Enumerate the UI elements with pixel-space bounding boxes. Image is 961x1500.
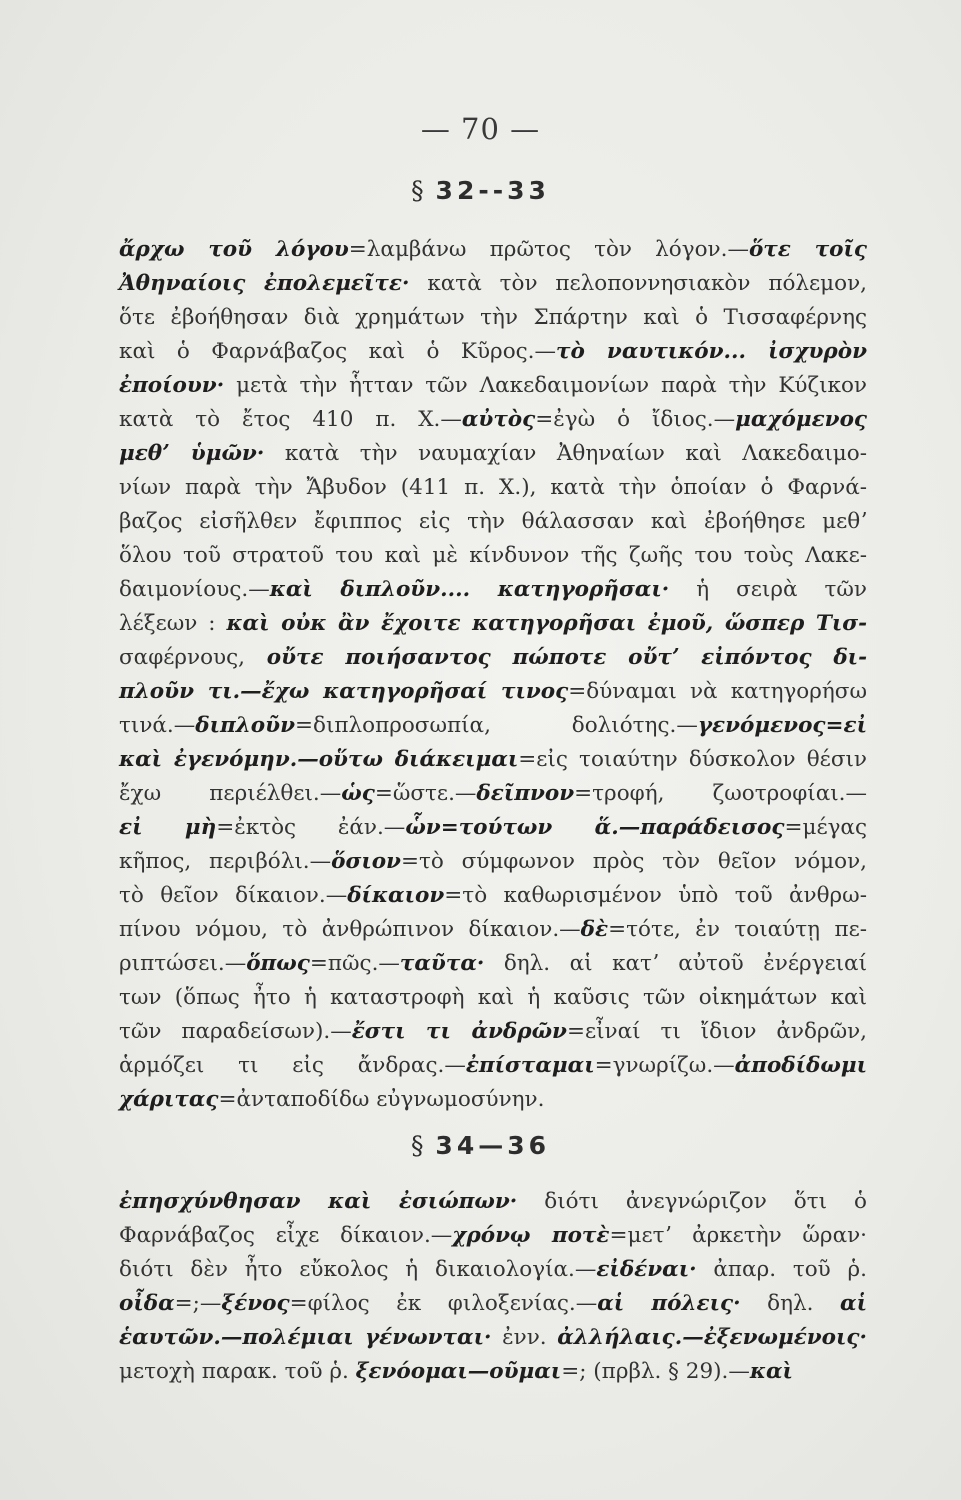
lemma-term: εἰ μὴ — [119, 815, 217, 840]
gloss-text: =ἐγὼ ὁ ἴδιος.— — [535, 407, 736, 432]
lemma-term: Ἀθηναίοις ἐπολεμεῖτε· — [119, 271, 410, 296]
text-line — [119, 369, 867, 403]
gloss-text: τὸ θεῖον δίκαιον.— — [119, 883, 348, 908]
gloss-text: =φίλος ἐκ φιλοξενίας.— — [289, 1291, 598, 1316]
text-line — [119, 267, 867, 301]
gloss-text: ὅτε ἐβοήθησαν διὰ χρημάτων τὴν Σπάρτην καὶ ὁ Τισσαφέρνης — [119, 305, 867, 330]
lemma-term: ὅσιον — [331, 849, 401, 874]
gloss-text: ὅλου τοῦ στρατοῦ του καὶ μὲ κίνδυνον τῆς ζωῆς του τοὺς Λακε- — [119, 543, 867, 568]
lemma-term: ὧν=τούτων ἅ.—παράδεισος — [405, 815, 785, 840]
lemma-term: αἱ — [840, 1291, 867, 1316]
lemma-term: χρόνῳ ποτὲ — [452, 1223, 610, 1248]
gloss-text: κατὰ τὴν ναυμαχίαν Ἀθηναίων καὶ Λακεδαιμο- — [264, 441, 867, 466]
text-line — [119, 505, 867, 539]
section-range: 34—36 — [435, 1131, 551, 1160]
text-line — [119, 1219, 867, 1253]
text-line — [119, 845, 867, 879]
gloss-text: =τότε, ἐν τοιαύτῃ πε- — [608, 917, 867, 942]
lemma-term: ὡς — [341, 781, 375, 806]
text-line — [119, 539, 867, 573]
gloss-text: =διπλοπροσωπία, δολιότης.— — [294, 713, 698, 738]
gloss-text: =λαμβάνω πρῶτος τὸν λόγον.— — [348, 237, 749, 262]
gloss-text: κατὰ τὸν πελοποννησιακὸν πόλεμον, — [409, 271, 867, 296]
lemma-term: αἱ πόλεις· — [597, 1291, 741, 1316]
gloss-text: δηλ. αἱ κατʼ αὐτοῦ ἐνέργειαί — [484, 951, 867, 976]
text-line — [119, 1049, 867, 1083]
text-line — [119, 675, 867, 709]
lemma-term: οἶδα — [119, 1291, 175, 1316]
lemma-term: δίκαιον — [347, 883, 445, 908]
gloss-text: =εἰς τοιαύτην δύσκολον θέσιν — [518, 747, 868, 772]
section-symbol: § — [411, 176, 424, 205]
lemma-term: ἑαυτῶν.—πολέμιαι γένωνται· — [119, 1325, 492, 1350]
gloss-text: =πῶς.— — [309, 951, 400, 976]
text-line — [119, 879, 867, 913]
gloss-text: =εἶναί τι ἴδιον ἀνδρῶν, — [566, 1019, 868, 1044]
lemma-term: ἐποίουν· — [119, 373, 225, 398]
gloss-text: =τὸ καθωρισμένον ὑπὸ τοῦ ἀνθρω- — [444, 883, 867, 908]
lemma-term: καὶ διπλοῦν.... κατηγορῆσαι· — [269, 577, 670, 602]
gloss-text: τῶν παραδείσων).— — [119, 1019, 352, 1044]
lemma-term: ἄρχω τοῦ λόγου — [119, 237, 349, 262]
lemma-term: ταῦτα· — [399, 951, 485, 976]
lemma-term: δεῖπνον — [476, 781, 575, 806]
text-line — [119, 1083, 867, 1117]
text-line — [119, 777, 867, 811]
lemma-term: τὸ ναυτικόν... ἰσχυρὸν — [556, 339, 867, 364]
text-line — [119, 471, 867, 505]
text-line — [119, 1015, 867, 1049]
lemma-term: χάριτας — [119, 1087, 219, 1112]
text-line — [119, 981, 867, 1015]
lemma-term: γενόμενος=εἰ — [697, 713, 867, 738]
lemma-term: δὲ — [580, 917, 609, 942]
gloss-text: σαφέρνους, — [119, 645, 245, 670]
text-line — [119, 811, 867, 845]
gloss-text: νίων παρὰ τὴν Ἄβυδον (411 π. Χ.), κατὰ τὴν ὁποίαν ὁ Φαρνά- — [119, 475, 867, 500]
gloss-text: =δύναμαι νὰ κατηγορήσω — [568, 679, 867, 704]
lemma-term: ξενόομαι—οῦμαι — [355, 1359, 562, 1384]
gloss-text: Φαρνάβαζος εἶχε δίκαιον.— — [119, 1223, 453, 1248]
text-line — [119, 913, 867, 947]
gloss-text: ἀπαρ. τοῦ ῥ. — [696, 1257, 868, 1282]
gloss-text: =;— — [174, 1291, 222, 1316]
lemma-term: ἀποδίδωμι — [734, 1053, 867, 1078]
lemma-term: ὅπως — [246, 951, 310, 976]
lemma-term: εἰδέναι· — [596, 1257, 697, 1282]
lemma-term: οὔτε ποιήσαντος πώποτε οὔτʼ εἰπόντος δι- — [245, 645, 867, 670]
gloss-text: =; (πρβλ. § 29).— — [561, 1359, 750, 1384]
text-line — [119, 573, 867, 607]
text-line — [119, 301, 867, 335]
text-line — [119, 1253, 867, 1287]
lemma-term: καὶ ἐγενόμην.—οὕτω διάκειμαι — [119, 747, 519, 772]
lemma-term: καὶ — [749, 1359, 793, 1384]
lemma-term: ἐπίσταμαι — [465, 1053, 595, 1078]
section-range: 32--33 — [435, 176, 550, 205]
gloss-text: =ὥστε.— — [374, 781, 477, 806]
text-line — [119, 335, 867, 369]
gloss-text: κῆπος, περιβόλι.— — [119, 849, 332, 874]
text-line — [119, 1287, 867, 1321]
gloss-text: =ἐκτὸς ἐάν.— — [216, 815, 406, 840]
lemma-term: ὅτε τοῖς — [748, 237, 867, 262]
gloss-text: =μετʼ ἀρκετὴν ὥραν· — [609, 1223, 867, 1248]
page-number: — 70 — — [420, 112, 541, 146]
text-line — [119, 403, 867, 437]
gloss-text: =ἀνταποδίδω εὐγνωμοσύνην. — [218, 1087, 545, 1112]
text-line — [119, 641, 867, 675]
lemma-term: ἐπησχύνθησαν καὶ ἐσιώπων· — [119, 1189, 518, 1214]
gloss-text: τινά.— — [119, 713, 196, 738]
gloss-text: ριπτώσει.— — [119, 951, 247, 976]
gloss-text: διότι δὲν ἦτο εὔκολος ἡ δικαιολογία.— — [119, 1257, 597, 1282]
gloss-text: των (ὅπως ἦτο ἡ καταστροφὴ καὶ ἡ καῦσις τῶν οἰκημάτων καὶ — [119, 985, 867, 1010]
gloss-text: διότι ἀνεγνώριζον ὅτι ὁ — [517, 1189, 867, 1214]
gloss-text: δαιμονίους.— — [119, 577, 270, 602]
gloss-text: =γνωρίζω.— — [594, 1053, 735, 1078]
lemma-term: διπλοῦν — [195, 713, 295, 738]
text-line — [119, 233, 867, 267]
lemma-term: μαχόμενος — [735, 407, 867, 432]
section-text — [119, 233, 867, 1117]
text-line — [119, 1185, 867, 1219]
lemma-term: ἔστι τι ἀνδρῶν — [351, 1019, 567, 1044]
gloss-text: =τὸ σύμφωνον πρὸς τὸν θεῖον νόμον, — [400, 849, 867, 874]
text-line — [119, 947, 867, 981]
gloss-text: κατὰ τὸ ἔτος 410 π. Χ.— — [119, 407, 462, 432]
gloss-text: =μέγας — [784, 815, 867, 840]
text-line — [119, 1321, 867, 1355]
text-line — [119, 437, 867, 471]
text-line — [119, 743, 867, 777]
lemma-term: μεθʼ ὑμῶν· — [119, 441, 265, 466]
section-heading — [0, 1131, 961, 1160]
gloss-text: ἔχω περιέλθει.— — [119, 781, 342, 806]
gloss-text: πίνου νόμου, τὸ ἀνθρώπινον δίκαιον.— — [119, 917, 581, 942]
gloss-text: λέξεων : — [119, 611, 227, 636]
section-symbol: § — [410, 1131, 424, 1160]
text-line — [119, 1355, 867, 1389]
gloss-text: =τροφή, ζωοτροφίαι.— — [574, 781, 867, 806]
section-heading — [0, 176, 961, 205]
lemma-term: πλοῦν τι.—ἔχω κατηγορῆσαί τινος — [119, 679, 569, 704]
text-line — [119, 709, 867, 743]
gloss-text: μετοχὴ παρακ. τοῦ ῥ. — [119, 1359, 356, 1384]
lemma-term: αὐτὸς — [461, 407, 536, 432]
lemma-term: ἀλλήλαις.—ἐξενωμένοις· — [557, 1325, 867, 1350]
gloss-text: μετὰ τὴν ἧτταν τῶν Λακεδαιμονίων παρὰ τὴν Κύζικον — [224, 373, 867, 398]
section-text — [119, 1185, 867, 1389]
lemma-term: καὶ οὐκ ἂν ἔχοιτε κατηγορῆσαι ἐμοῦ, ὥσπερ Τισ- — [226, 611, 867, 636]
text-line — [119, 607, 867, 641]
gloss-text: βαζος εἰσῆλθεν ἔφιππος εἰς τὴν θάλασσαν καὶ ἐβοήθησε μεθʼ — [119, 509, 867, 534]
gloss-text: καὶ ὁ Φαρνάβαζος καὶ ὁ Κῦρος.— — [119, 339, 557, 364]
gloss-text: δηλ. — [740, 1291, 841, 1316]
lemma-term: ξένος — [221, 1291, 290, 1316]
gloss-text: ἐνν. — [491, 1325, 558, 1350]
gloss-text: ἡ σειρὰ τῶν — [669, 577, 867, 602]
gloss-text: ἁρμόζει τι εἰς ἄνδρας.— — [119, 1053, 466, 1078]
